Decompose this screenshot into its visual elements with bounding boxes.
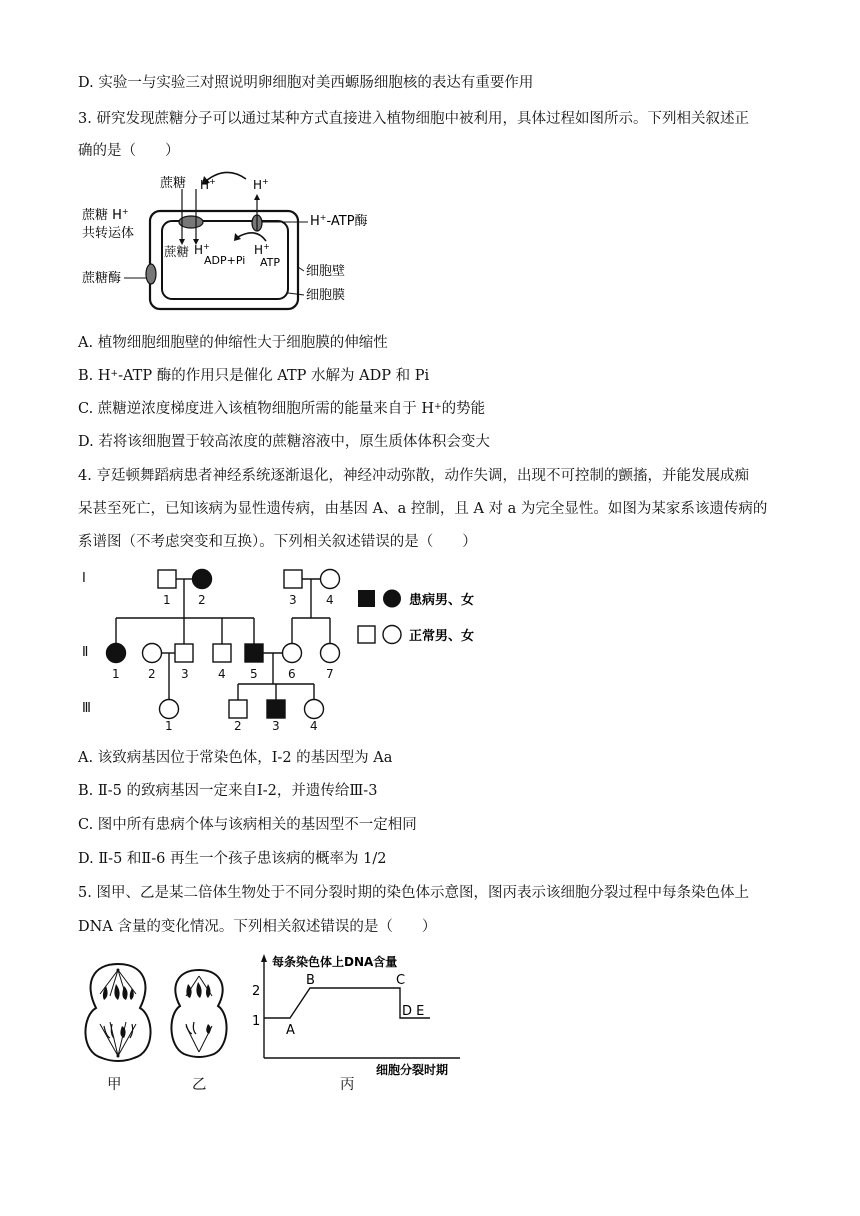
cotransporter-shape — [179, 216, 203, 228]
ped-label: 2 — [148, 667, 156, 681]
label-cotransporter-2: 共转运体 — [82, 226, 135, 241]
ped-ii-3 — [175, 644, 193, 662]
gen-label-1: Ⅰ — [82, 571, 86, 586]
ped-label: 7 — [326, 667, 334, 681]
q4-option-b: B. Ⅱ-5 的致病基因一定来自Ⅰ-2，并遗传给Ⅲ-3 — [78, 783, 378, 799]
ped-i-2 — [193, 570, 212, 589]
cell-figure-jia — [78, 960, 158, 1070]
tick-2: 2 — [252, 984, 261, 999]
label-atp: ATP — [260, 256, 281, 269]
label-sucrose-top: 蔗糖 — [160, 176, 187, 191]
label-cell-wall: 细胞壁 — [306, 264, 346, 279]
tick-1: 1 — [252, 1014, 261, 1029]
ped-label: 4 — [326, 593, 334, 607]
label-cotransporter-1: 蔗糖 H+ — [82, 207, 129, 223]
label-sucrase: 蔗糖酶 — [82, 271, 122, 286]
ped-label: 1 — [165, 719, 173, 730]
ped-ii-6 — [283, 644, 302, 663]
label-h-atpase: H+-ATP酶 — [310, 213, 368, 229]
ped-iii-4 — [305, 700, 324, 719]
pedigree-legend — [358, 590, 474, 645]
q4-option-d: D. Ⅱ-5 和Ⅱ-6 再生一个孩子患该病的概率为 1/2 — [78, 851, 387, 867]
caption-yi: 乙 — [192, 1077, 207, 1093]
q4-stem-line3: 系谱图（不考虑突变和互换）。下列相关叙述错误的是（ ） — [78, 534, 477, 550]
ped-label: 2 — [198, 593, 206, 607]
label-h-right-top: H+ — [253, 177, 269, 192]
ped-ii-5 — [245, 644, 263, 662]
chart-xlabel: 细胞分裂时期 — [376, 1063, 449, 1077]
sucrose-transport-figure — [78, 165, 378, 315]
pedigree-chart — [78, 560, 498, 730]
cell-figure-yi — [164, 966, 234, 1062]
ped-i-1 — [158, 570, 176, 588]
label-adp-pi: ADP+Pi — [204, 254, 246, 267]
point-label-b: B — [306, 973, 315, 988]
q3-option-b: B. H+-ATP 酶的作用只是催化 ATP 水解为 ADP 和 Pi — [78, 368, 430, 384]
ped-label: 3 — [289, 593, 297, 607]
ped-iii-1 — [160, 700, 179, 719]
ped-ii-4 — [213, 644, 231, 662]
ped-label: 4 — [218, 667, 226, 681]
q3-option-c: C. 蔗糖逆浓度梯度进入该植物细胞所需的能量来自于 H+的势能 — [78, 401, 486, 417]
q2-option-d: D. 实验一与实验三对照说明卵细胞对美西螈肠细胞核的表达有重要作用 — [78, 75, 534, 91]
caption-jia: 甲 — [107, 1077, 122, 1093]
q3-option-a: A. 植物细胞细胞壁的伸缩性大于细胞膜的伸缩性 — [78, 335, 388, 351]
ped-i-4 — [321, 570, 340, 589]
label-h-inner2: H+ — [254, 242, 270, 257]
ped-label: 3 — [181, 667, 189, 681]
q5-stem-line1: 5. 图甲、乙是某二倍体生物处于不同分裂时期的染色体示意图，图丙表示该细胞分裂过程中每条染色体上 — [78, 885, 749, 901]
q3-stem-line1: 3. 研究发现蔗糖分子可以通过某种方式直接进入植物细胞中被利用，具体过程如图所示。下列相关叙述正 — [78, 111, 749, 127]
q3-stem-line2: 确的是（ ） — [78, 143, 180, 159]
q4-stem-line1: 4. 亨廷顿舞蹈病患者神经系统逐渐退化，神经冲动弥散，动作失调，出现不可控制的颤搐，并能发展成痴 — [78, 468, 749, 484]
legend-normal: 正常男、女 — [409, 629, 475, 644]
gen-label-2: Ⅱ — [82, 645, 89, 660]
q4-option-a: A. 该致病基因位于常染色体，Ⅰ-2 的基因型为 Aa — [78, 750, 393, 766]
q3-option-d: D. 若将该细胞置于较高浓度的蔗糖溶液中，原生质体体积会变大 — [78, 434, 490, 450]
ped-label: 1 — [112, 667, 120, 681]
label-h-inner: H+ — [194, 242, 210, 257]
label-sucrose-inner: 蔗糖 — [164, 244, 190, 259]
gen-label-3: Ⅲ — [82, 701, 91, 716]
legend-affected: 患病男、女 — [409, 593, 475, 608]
caption-bing: 丙 — [340, 1077, 355, 1093]
ped-label: 2 — [234, 719, 242, 730]
chart-ylabel: 每条染色体上DNA含量 — [272, 955, 398, 969]
ped-iii-3 — [267, 700, 285, 718]
ped-label: 5 — [250, 667, 258, 681]
ped-i-3 — [284, 570, 302, 588]
ped-ii-1 — [107, 644, 126, 663]
label-h-top: H+ — [200, 177, 216, 192]
sucrase-shape — [146, 264, 156, 284]
ped-label: 4 — [310, 719, 318, 730]
point-label-c: C — [396, 973, 406, 988]
q4-option-c: C. 图中所有患病个体与该病相关的基因型不一定相同 — [78, 817, 417, 833]
ped-label: 3 — [272, 719, 280, 730]
ped-ii-7 — [321, 644, 340, 663]
ped-ii-2 — [143, 644, 162, 663]
q4-stem-line2: 呆甚至死亡，已知该病为显性遗传病，由基因 A、a 控制，且 A 对 a 为完全显性。如图为某家系该遗传病的 — [78, 501, 768, 517]
label-cell-membrane: 细胞膜 — [306, 288, 346, 303]
dna-content-chart — [250, 950, 480, 1080]
ped-iii-2 — [229, 700, 247, 718]
point-label-de: D E — [402, 1004, 425, 1019]
ped-label: 6 — [288, 667, 296, 681]
ped-label: 1 — [163, 593, 171, 607]
q5-stem-line2: DNA 含量的变化情况。下列相关叙述错误的是（ ） — [78, 919, 437, 935]
point-label-a: A — [286, 1023, 295, 1038]
